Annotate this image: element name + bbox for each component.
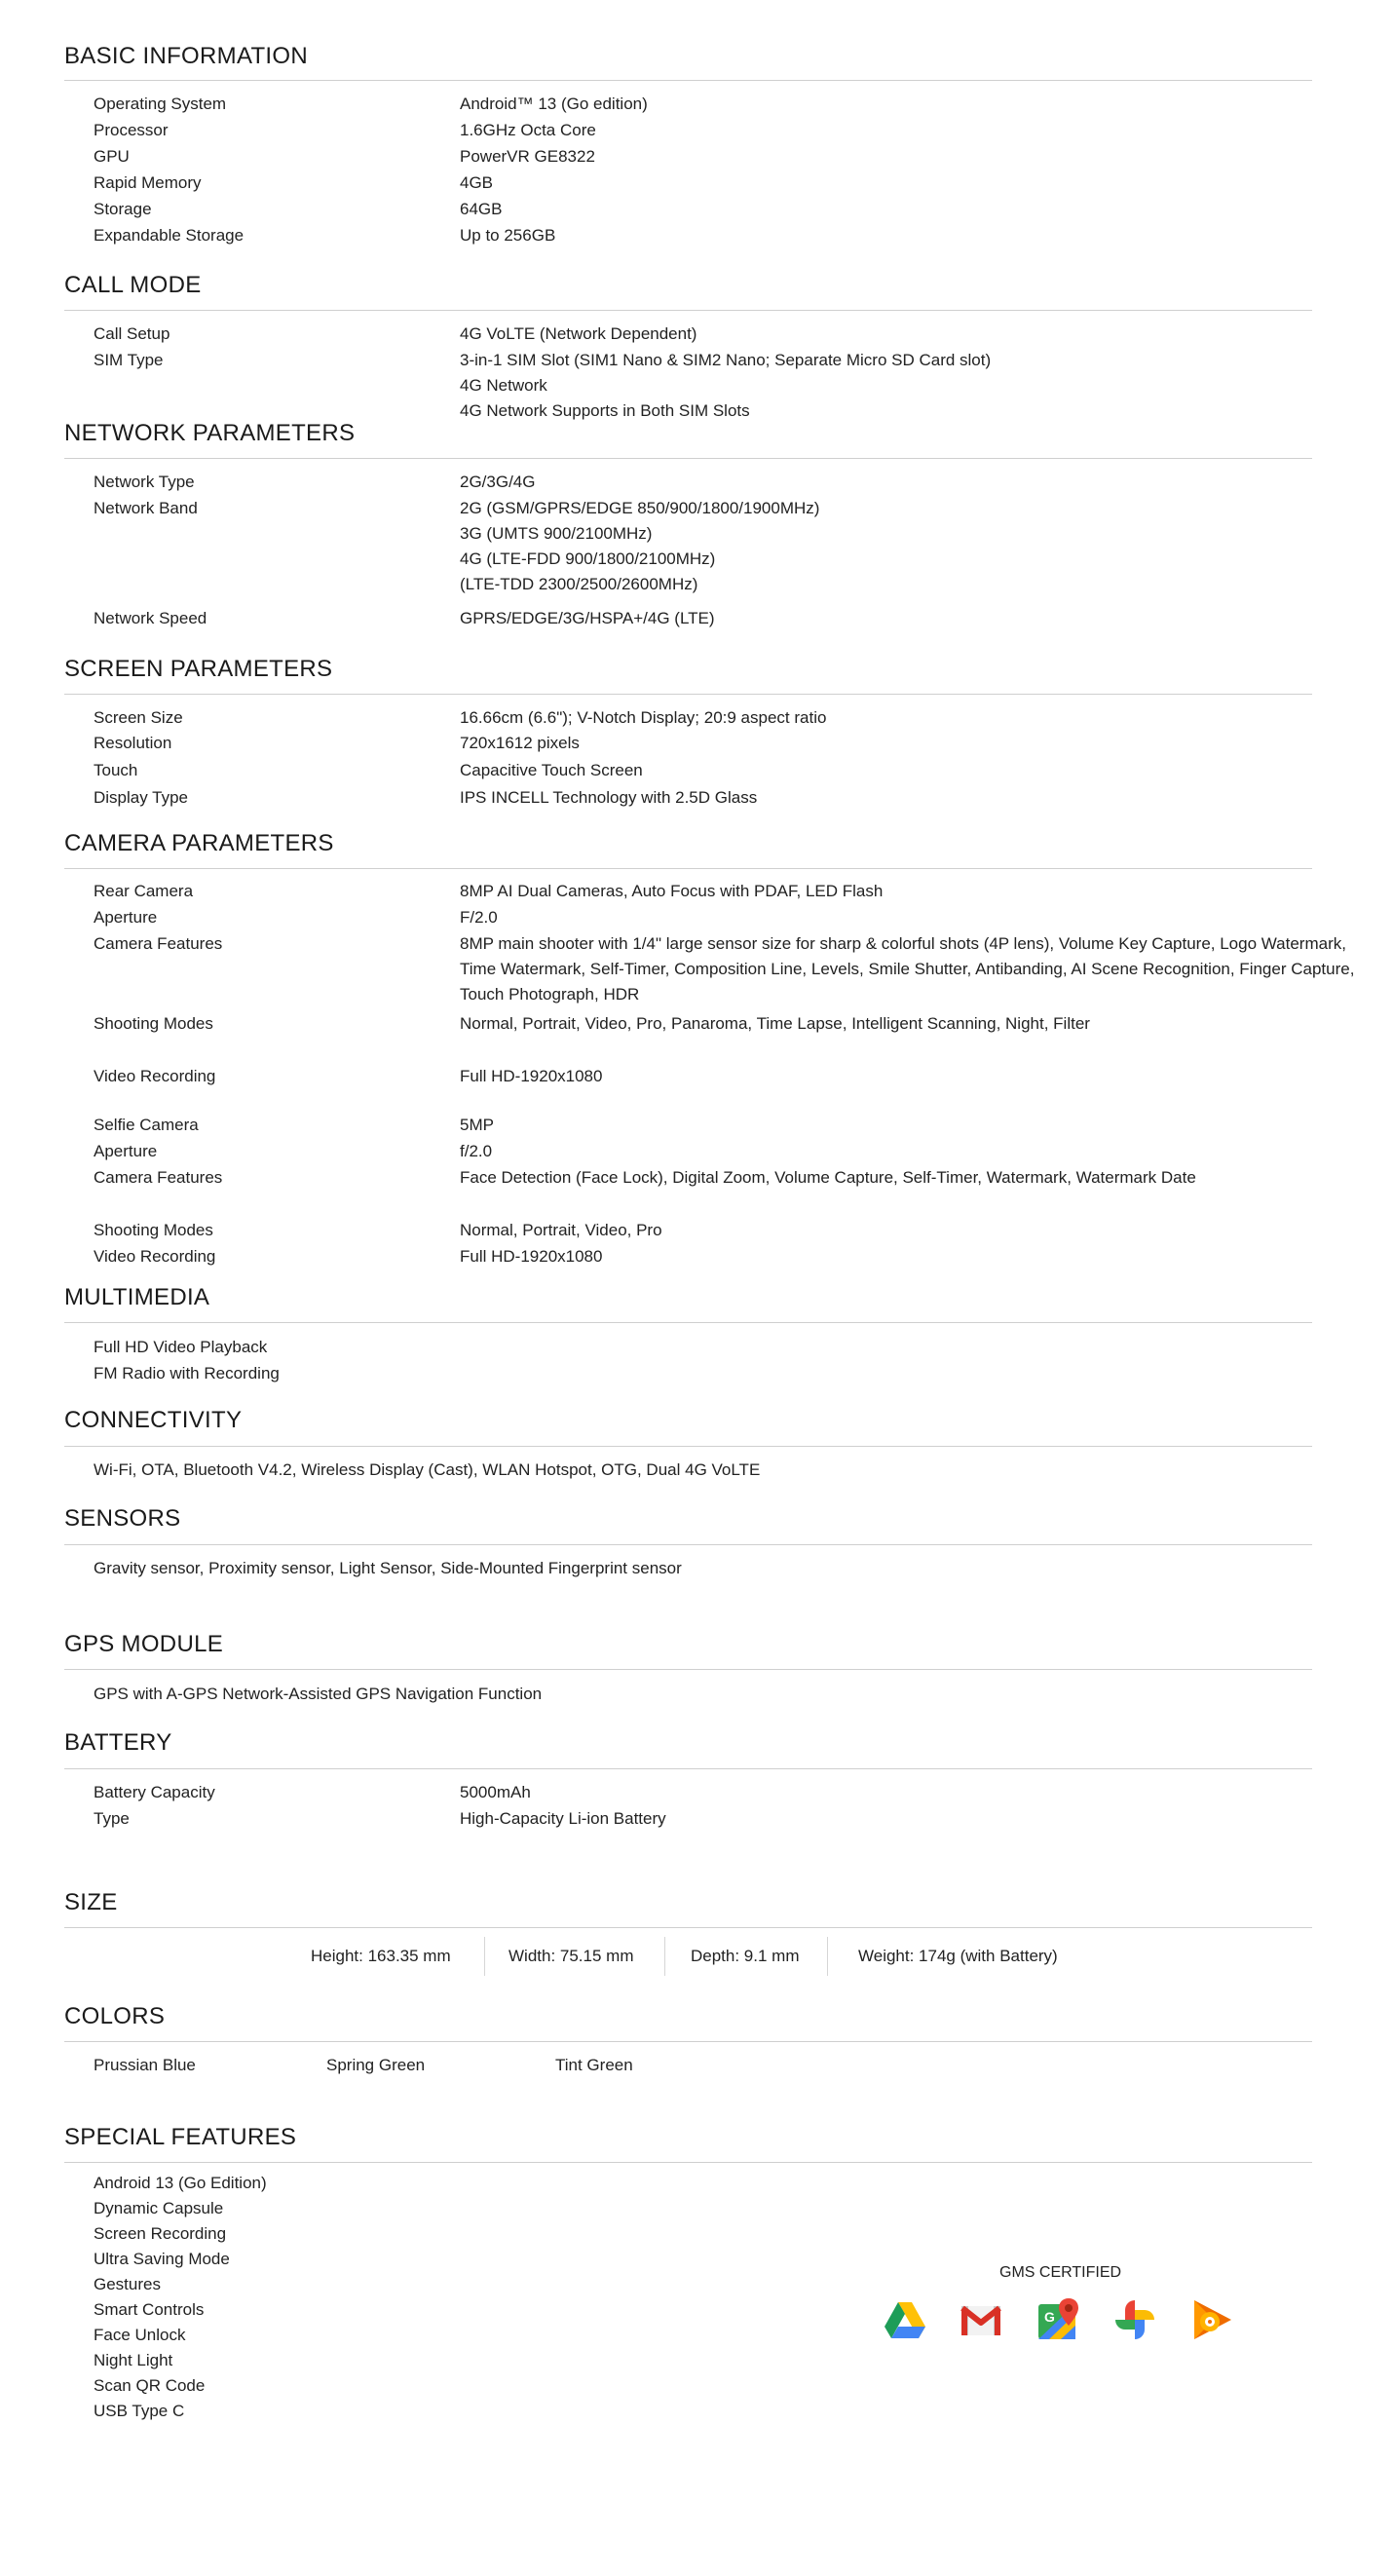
list-item: Full HD Video Playback xyxy=(94,1338,268,1356)
color-option: Prussian Blue xyxy=(94,2056,196,2074)
spec-value: IPS INCELL Technology with 2.5D Glass xyxy=(460,788,758,807)
list-item: FM Radio with Recording xyxy=(94,1364,280,1383)
spec-value: F/2.0 xyxy=(460,908,498,927)
spec-value: 2G/3G/4G xyxy=(460,473,536,491)
size-width: Width: 75.15 mm xyxy=(508,1947,634,1965)
spec-label: Camera Features xyxy=(94,1168,223,1187)
spec-value: 2G (GSM/GPRS/EDGE 850/900/1800/1900MHz) xyxy=(460,499,820,517)
gmail-icon xyxy=(958,2296,1004,2343)
spec-label: Touch xyxy=(94,761,138,779)
divider xyxy=(64,1446,1312,1447)
size-separator xyxy=(664,1937,665,1976)
spec-label: Expandable Storage xyxy=(94,226,245,245)
divider xyxy=(64,80,1312,81)
feature-item: Gestures xyxy=(94,2275,161,2293)
section-title-connectivity: CONNECTIVITY xyxy=(64,1407,243,1433)
size-separator xyxy=(484,1937,485,1976)
section-title-basic-information: BASIC INFORMATION xyxy=(64,43,308,69)
spec-value: 720x1612 pixels xyxy=(460,734,580,752)
gms-certified-label: GMS CERTIFIED xyxy=(999,2264,1122,2281)
divider xyxy=(64,1669,1312,1670)
feature-item: Smart Controls xyxy=(94,2300,205,2319)
spec-label: Camera Features xyxy=(94,934,223,953)
spec-label: Processor xyxy=(94,121,169,139)
spec-value: 4G (LTE-FDD 900/1800/2100MHz) xyxy=(460,549,716,568)
section-title-camera-parameters: CAMERA PARAMETERS xyxy=(64,830,334,856)
divider xyxy=(64,694,1312,695)
photos-icon xyxy=(1111,2296,1158,2343)
feature-item: Android 13 (Go Edition) xyxy=(94,2174,267,2192)
spec-value: Normal, Portrait, Video, Pro xyxy=(460,1221,662,1239)
feature-item: Night Light xyxy=(94,2351,173,2369)
size-depth: Depth: 9.1 mm xyxy=(691,1947,800,1965)
divider xyxy=(64,2162,1312,2163)
feature-item: USB Type C xyxy=(94,2402,185,2420)
section-title-sensors: SENSORS xyxy=(64,1505,181,1532)
spec-label: Shooting Modes xyxy=(94,1014,213,1033)
spec-value: Normal, Portrait, Video, Pro, Panaroma, Time Lapse, Intelligent Scanning, Night, Filter xyxy=(460,1014,1090,1033)
spec-value: Face Detection (Face Lock), Digital Zoom, Volume Capture, Self-Timer, Watermark, Watermark Date xyxy=(460,1168,1196,1187)
spec-label: Network Speed xyxy=(94,609,207,627)
spec-label: Selfie Camera xyxy=(94,1116,199,1134)
divider xyxy=(64,1768,1312,1769)
spec-value: 16.66cm (6.6"); V-Notch Display; 20:9 aspect ratio xyxy=(460,708,827,727)
color-option: Tint Green xyxy=(555,2056,633,2074)
spec-label: SIM Type xyxy=(94,351,164,369)
spec-value: 5000mAh xyxy=(460,1783,531,1801)
spec-value: Full HD-1920x1080 xyxy=(460,1067,603,1085)
spec-label: Storage xyxy=(94,200,152,218)
section-title-network-parameters: NETWORK PARAMETERS xyxy=(64,420,356,446)
section-title-call-mode: CALL MODE xyxy=(64,272,202,298)
spec-value: 5MP xyxy=(460,1116,494,1134)
section-title-multimedia: MULTIMEDIA xyxy=(64,1284,210,1310)
spec-value: 4G VoLTE (Network Dependent) xyxy=(460,324,697,343)
spec-value: GPRS/EDGE/3G/HSPA+/4G (LTE) xyxy=(460,609,715,627)
size-height: Height: 163.35 mm xyxy=(311,1947,451,1965)
spec-label: Network Type xyxy=(94,473,195,491)
divider xyxy=(64,310,1312,311)
spec-label: Operating System xyxy=(94,95,227,113)
spec-value: Up to 256GB xyxy=(460,226,556,245)
color-option: Spring Green xyxy=(326,2056,426,2074)
divider xyxy=(64,1927,1312,1928)
divider xyxy=(64,458,1312,459)
spec-value: High-Capacity Li-ion Battery xyxy=(460,1809,666,1828)
spec-label: Screen Size xyxy=(94,708,183,727)
spec-value: 64GB xyxy=(460,200,503,218)
size-weight: Weight: 174g (with Battery) xyxy=(858,1947,1058,1965)
spec-label: Display Type xyxy=(94,788,189,807)
connectivity-text: Wi-Fi, OTA, Bluetooth V4.2, Wireless Display (Cast), WLAN Hotspot, OTG, Dual 4G VoLTE xyxy=(94,1460,761,1479)
feature-item: Ultra Saving Mode xyxy=(94,2250,230,2268)
spec-value: f/2.0 xyxy=(460,1142,493,1160)
spec-value: 8MP AI Dual Cameras, Auto Focus with PDAF, LED Flash xyxy=(460,882,884,900)
spec-value: 3-in-1 SIM Slot (SIM1 Nano & SIM2 Nano; Separate Micro SD Card slot) xyxy=(460,351,992,369)
spec-value: (LTE-TDD 2300/2500/2600MHz) xyxy=(460,575,698,593)
spec-label: Aperture xyxy=(94,908,158,927)
spec-value: Capacitive Touch Screen xyxy=(460,761,643,779)
spec-label: Rear Camera xyxy=(94,882,194,900)
spec-label: GPU xyxy=(94,147,130,166)
section-title-battery: BATTERY xyxy=(64,1729,172,1756)
spec-label: Resolution xyxy=(94,734,172,752)
spec-value: Full HD-1920x1080 xyxy=(460,1247,603,1266)
divider xyxy=(64,2041,1312,2042)
divider xyxy=(64,1322,1312,1323)
feature-item: Face Unlock xyxy=(94,2326,186,2344)
sensors-text: Gravity sensor, Proximity sensor, Light Sensor, Side-Mounted Fingerprint sensor xyxy=(94,1559,682,1577)
spec-label: Aperture xyxy=(94,1142,158,1160)
svg-text:G: G xyxy=(1044,2309,1055,2325)
spec-value: Android™ 13 (Go edition) xyxy=(460,95,648,113)
spec-value: 8MP main shooter with 1/4" large sensor size for sharp & colorful shots (4P lens), Volume Key Capture, Logo Watermark, Time Watermark, Self-Timer, Composition Line, Levels, Smile Shutter, Antibanding, AI Scene Recognition, Finger Capture, Touch Photograph, HDR xyxy=(460,934,1355,1004)
spec-label: Type xyxy=(94,1809,130,1828)
spec-label: Video Recording xyxy=(94,1247,216,1266)
play-music-icon xyxy=(1188,2296,1235,2343)
feature-item: Dynamic Capsule xyxy=(94,2199,224,2217)
divider xyxy=(64,1544,1312,1545)
section-title-screen-parameters: SCREEN PARAMETERS xyxy=(64,656,333,682)
section-title-size: SIZE xyxy=(64,1889,118,1915)
spec-value: 4GB xyxy=(460,173,494,192)
size-separator xyxy=(827,1937,828,1976)
maps-icon xyxy=(1035,2296,1082,2343)
divider xyxy=(64,868,1312,869)
spec-label: Shooting Modes xyxy=(94,1221,213,1239)
drive-icon xyxy=(882,2296,928,2343)
feature-item: Scan QR Code xyxy=(94,2376,206,2395)
section-title-gps-module: GPS MODULE xyxy=(64,1631,224,1657)
spec-label: Rapid Memory xyxy=(94,173,202,192)
gps-text: GPS with A-GPS Network-Assisted GPS Navigation Function xyxy=(94,1685,543,1703)
spec-label: Video Recording xyxy=(94,1067,216,1085)
spec-label: Call Setup xyxy=(94,324,170,343)
spec-value: 3G (UMTS 900/2100MHz) xyxy=(460,524,653,543)
spec-value: 1.6GHz Octa Core xyxy=(460,121,596,139)
spec-label: Network Band xyxy=(94,499,198,517)
spec-label: Battery Capacity xyxy=(94,1783,215,1801)
section-title-special-features: SPECIAL FEATURES xyxy=(64,2124,297,2150)
spec-value: 4G Network Supports in Both SIM Slots xyxy=(460,401,750,420)
section-title-colors: COLORS xyxy=(64,2003,166,2029)
feature-item: Screen Recording xyxy=(94,2224,227,2243)
spec-value: PowerVR GE8322 xyxy=(460,147,595,166)
spec-value: 4G Network xyxy=(460,376,547,395)
